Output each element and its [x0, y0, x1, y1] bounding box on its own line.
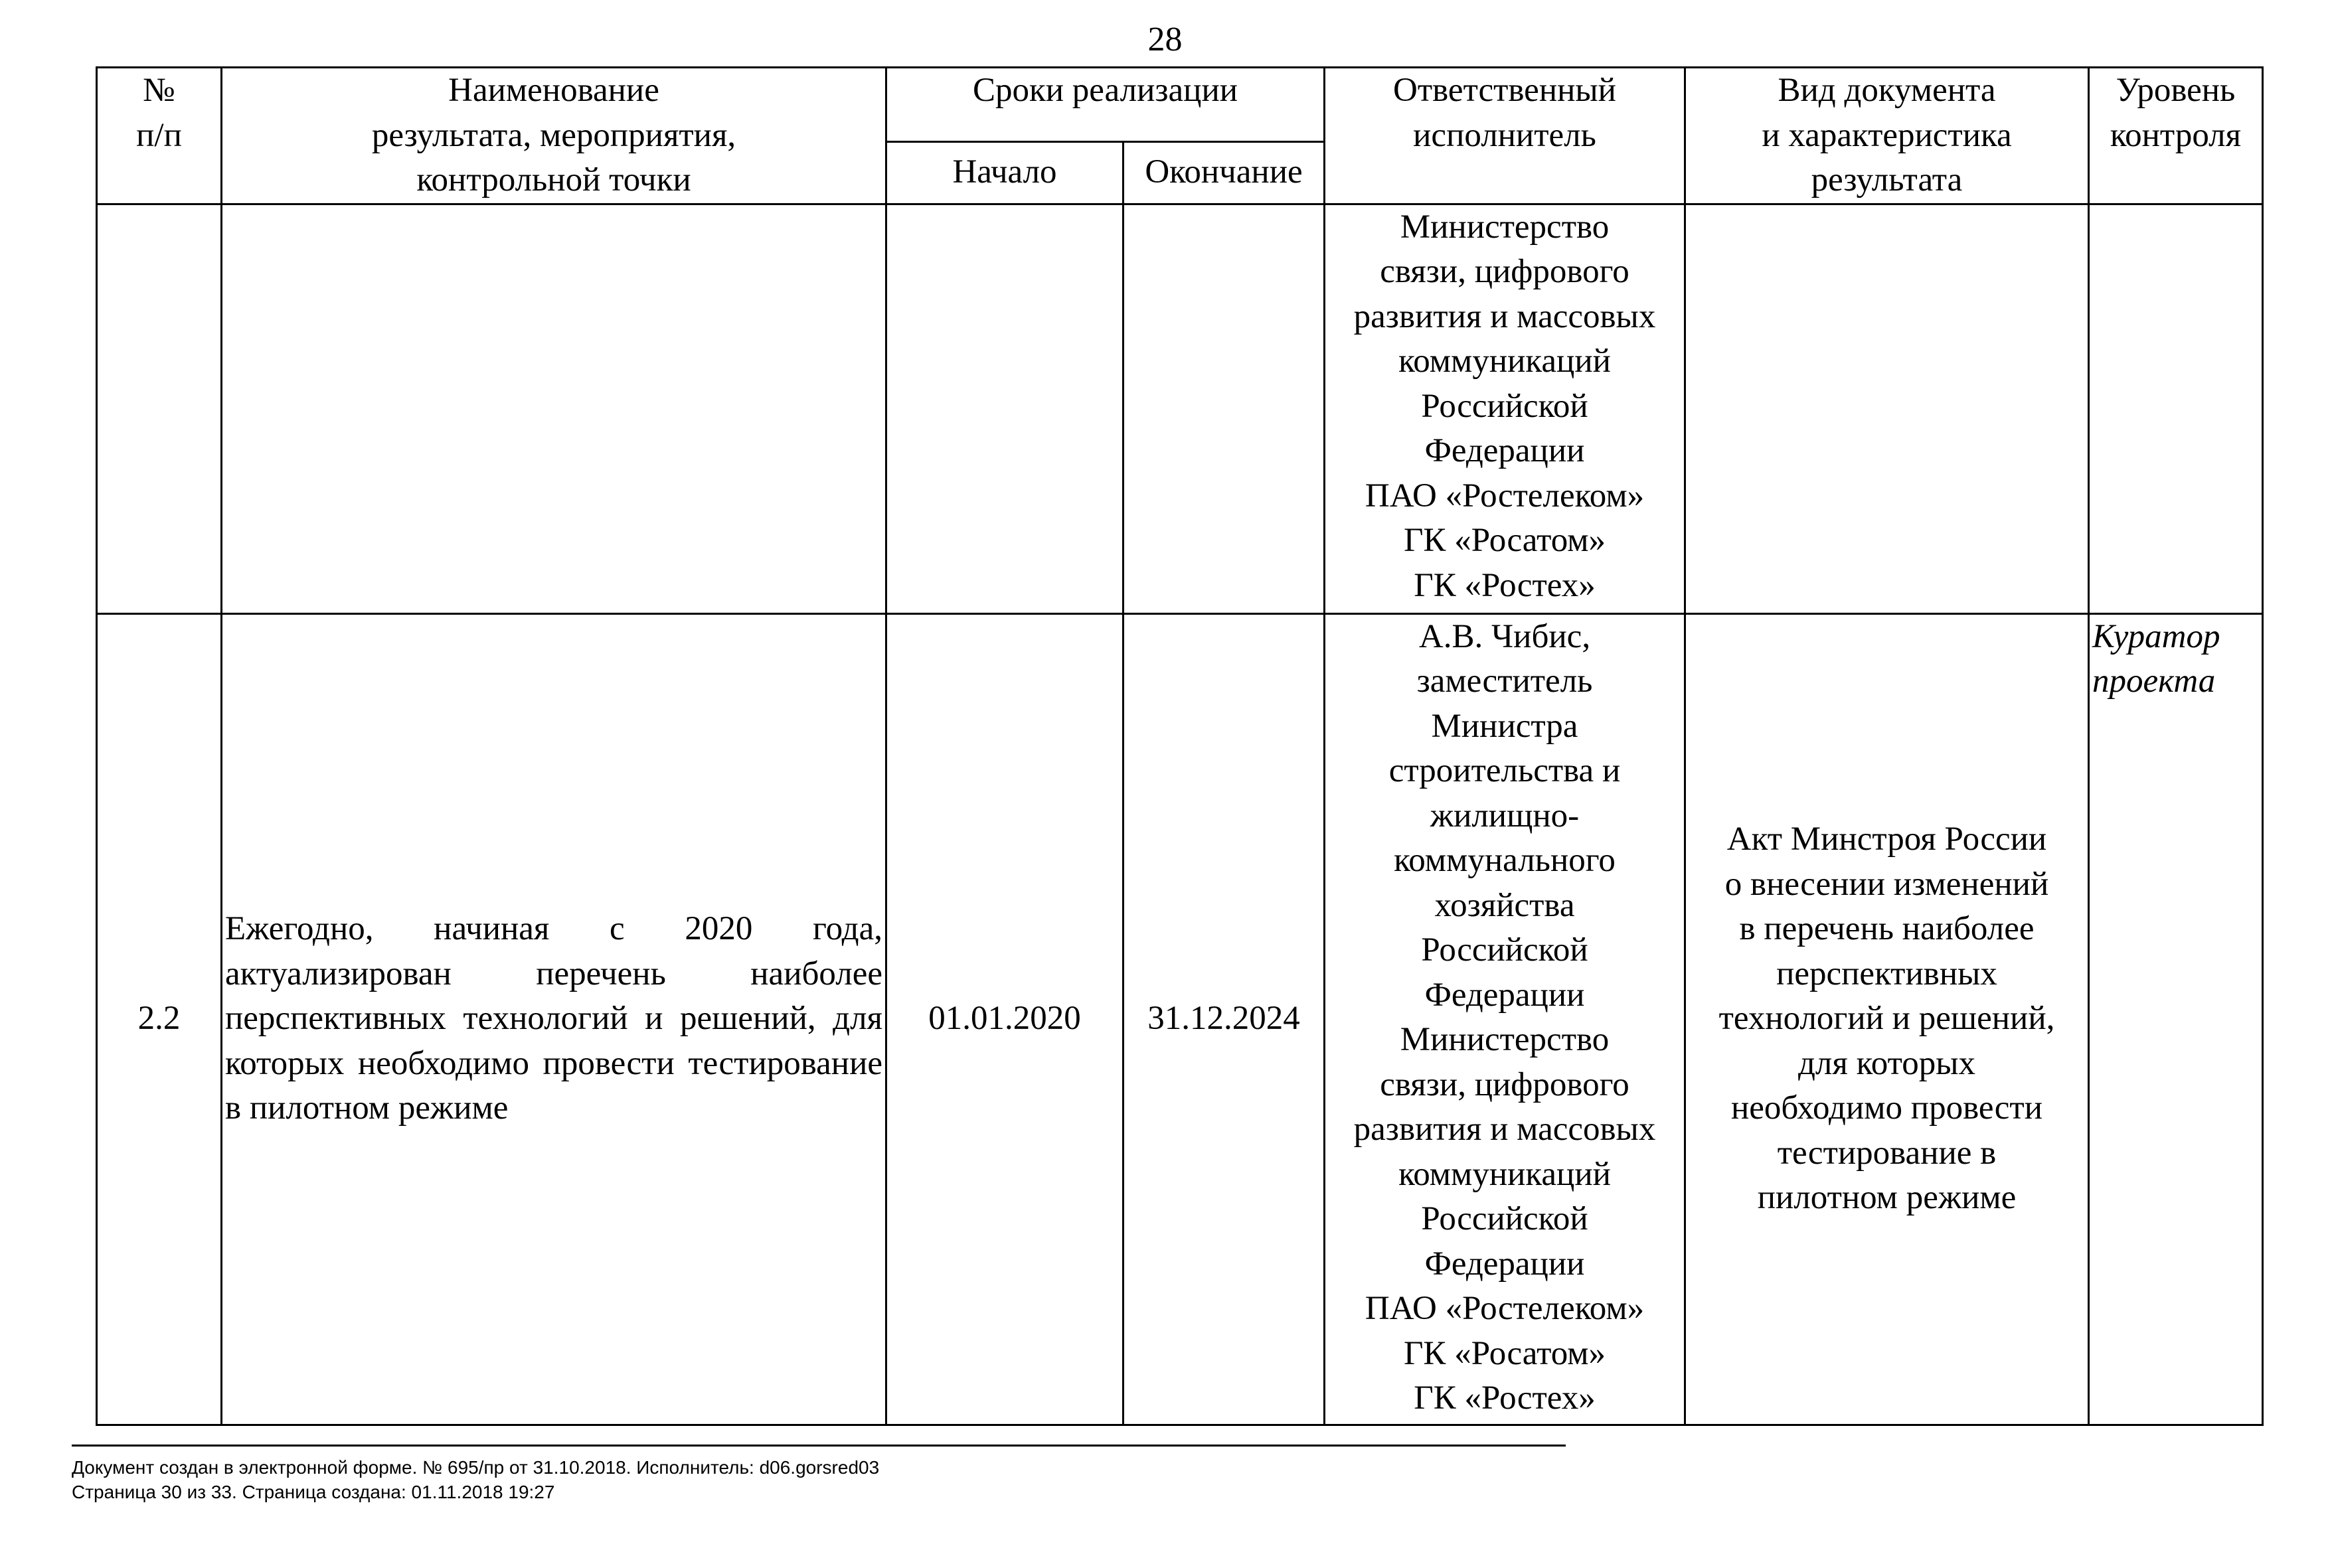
row-responsible: А.В. Чибис, заместитель Министра строительства и жилищно- коммунального хозяйства Российской Федерации Министерство связи, цифрового развития и массовых коммуникаций Российской Федерации ПАО «Ростелеком» ГК «Росатом» ГК «Ростех»	[1325, 613, 1685, 1425]
row-name	[222, 204, 886, 613]
header-responsible: Ответственный исполнитель	[1325, 68, 1685, 204]
row-end: 31.12.2024	[1123, 613, 1325, 1425]
footer-line-page: Страница 30 из 33. Страница создана: 01.11.2018 19:27	[72, 1482, 555, 1502]
row-doc-type: Акт Минстроя России о внесении изменений в перечень наиболее перспективных технологий и решений, для которых необходимо провести тестирование в пилотном режиме	[1685, 613, 2089, 1425]
header-name: Наименование результата, мероприятия, контрольной точки	[222, 68, 886, 204]
plan-table	[96, 66, 2264, 1426]
footer-line-document: Документ создан в электронной форме. № 695/пр от 31.10.2018. Исполнитель: d06.gorsred03	[72, 1457, 880, 1478]
footer	[72, 1455, 879, 1504]
row-control-level: Куратор проекта	[2089, 613, 2263, 1425]
footer-divider	[72, 1445, 1566, 1447]
header-control-level: Уровень контроля	[2089, 68, 2263, 204]
page-number: 28	[1147, 21, 1183, 58]
header-doc-type: Вид документа и характеристика результата	[1685, 68, 2089, 204]
row-responsible: Министерство связи, цифрового развития и массовых коммуникаций Российской Федерации ПАО «Ростелеком» ГК «Росатом» ГК «Ростех»	[1325, 204, 1685, 613]
row-num	[97, 204, 222, 613]
row-doc-type	[1685, 204, 2089, 613]
row-start: 01.01.2020	[886, 613, 1123, 1425]
header-start: Начало	[886, 141, 1123, 204]
table-row	[97, 613, 2263, 1425]
row-control-level	[2089, 204, 2263, 613]
row-num: 2.2	[97, 613, 222, 1425]
header-end: Окончание	[1123, 141, 1325, 204]
row-end	[1123, 204, 1325, 613]
row-name: Ежегодно, начиная с 2020 года, актуализирован перечень наиболее перспективных технологий и решений, для которых необходимо провести тестирование в пилотном режиме	[222, 613, 886, 1425]
row-start	[886, 204, 1123, 613]
table-row	[97, 204, 2263, 613]
header-terms: Сроки реализации	[886, 68, 1325, 142]
header-num: № п/п	[97, 68, 222, 204]
